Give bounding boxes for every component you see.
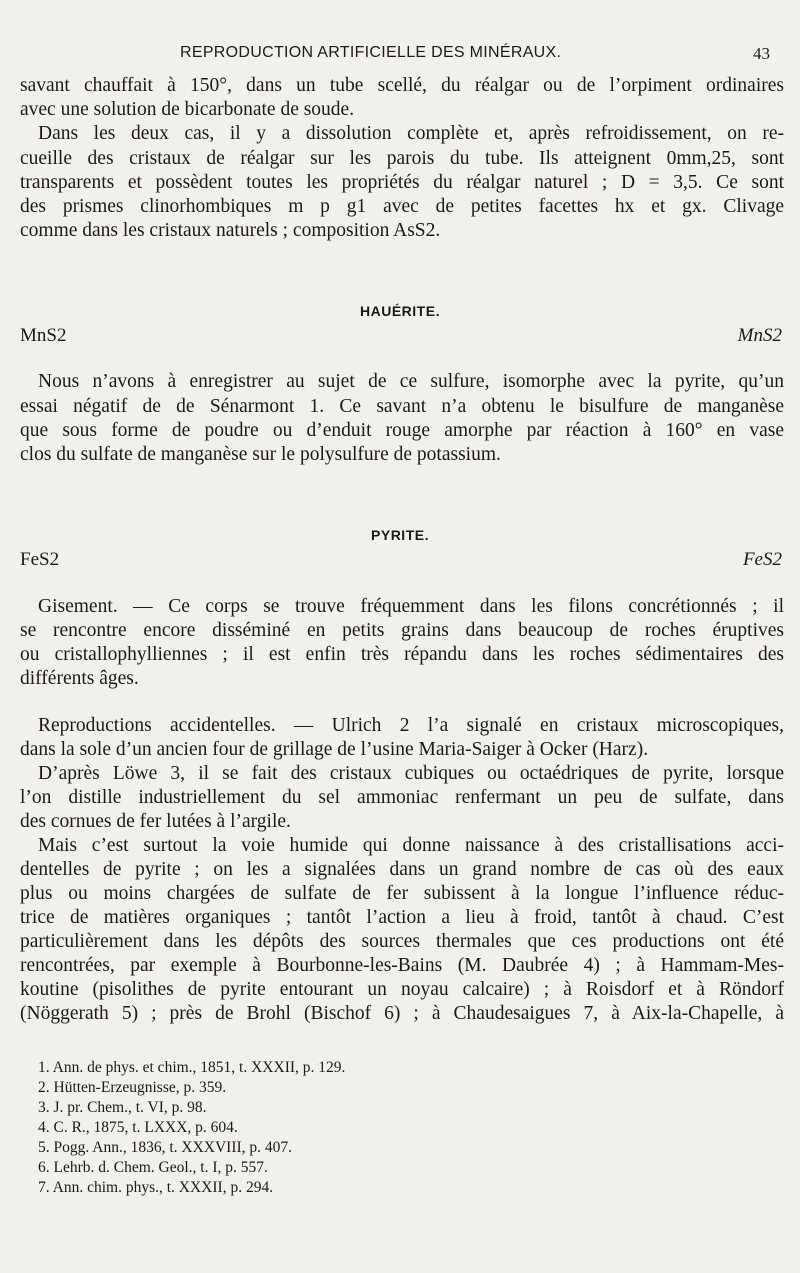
formula-right: FeS2	[742, 549, 782, 570]
paragraph-line: que sous forme de poudre ou d’enduit rouge amorphe par réaction à 160° en vase	[20, 420, 784, 441]
page-number: 43	[753, 44, 770, 63]
paragraph-line: ou cristallophylliennes ; il est enfin très répandu dans les roches sédimentaires des	[20, 644, 784, 665]
paragraph-line: essai négatif de de Sénarmont 1. Ce savant n’a obtenu le bisulfure de manganèse	[20, 396, 784, 417]
paragraph-line: clos du sulfate de manganèse sur le polysulfure de potassium.	[20, 444, 501, 465]
paragraph-line: trice de matières organiques ; tantôt l’action a lieu à froid, tantôt à chaud. C’est	[20, 907, 784, 928]
footnote: 1. Ann. de phys. et chim., 1851, t. XXXII, p. 129.	[38, 1059, 346, 1076]
paragraph-line: dans la sole d’un ancien four de grillage de l’usine Maria-Saiger à Ocker (Harz).	[20, 739, 649, 760]
paragraph-line: des cornues de fer lutées à l’argile.	[20, 811, 291, 832]
paragraph-line: koutine (pisolithes de pyrite entourant un noyau calcaire) ; à Roisdorf et à Röndorf	[20, 979, 784, 1000]
paragraph-line: avec une solution de bicarbonate de soude.	[20, 99, 355, 120]
paragraph-line: cueille des cristaux de réalgar sur les parois du tube. Ils atteignent 0mm,25, sont	[20, 148, 784, 169]
paragraph-line: particulièrement dans les dépôts des sources thermales que ces productions ont été	[20, 931, 784, 952]
paragraph-line: Nous n’avons à enregistrer au sujet de ce sulfure, isomorphe avec la pyrite, qu’un	[38, 371, 784, 392]
paragraph-line: D’après Löwe 3, il se fait des cristaux cubiques ou octaédriques de pyrite, lorsque	[38, 763, 784, 784]
paragraph-line: savant chauffait à 150°, dans un tube scellé, du réalgar ou de l’orpiment ordinaires	[20, 75, 784, 96]
formula-left: FeS2	[20, 549, 60, 570]
section-heading-hauerite: HAUÉRITE.	[360, 303, 440, 319]
paragraph-line: des prismes clinorhombiques m p g1 avec de petites facettes hx et gx. Clivage	[20, 196, 784, 217]
section-heading-pyrite: PYRITE.	[371, 527, 429, 543]
paragraph-line: Mais c’est surtout la voie humide qui donne naissance à des cristallisations acci-	[38, 835, 784, 856]
running-title: REPRODUCTION ARTIFICIELLE DES MINÉRAUX.	[180, 44, 562, 61]
paragraph-line: comme dans les cristaux naturels ; composition AsS2.	[20, 220, 441, 241]
paragraph-line: se rencontre encore disséminé en petits grains dans beaucoup de roches éruptives	[20, 620, 784, 641]
paragraph-line: différents âges.	[20, 668, 139, 689]
formula-right: MnS2	[737, 325, 782, 346]
paragraph-line: Reproductions accidentelles. — Ulrich 2 l’a signalé en cristaux microscopiques,	[38, 715, 784, 736]
formula-left: MnS2	[20, 325, 67, 346]
paragraph-line: (Nöggerath 5) ; près de Brohl (Bischof 6) ; à Chaudesaigues 7, à Aix-la-Chapelle, à	[20, 1003, 784, 1024]
paragraph-line: l’on distille industriellement du sel ammoniac renfermant un peu de sulfate, dans	[20, 787, 784, 808]
footnote: 4. C. R., 1875, t. LXXX, p. 604.	[38, 1119, 238, 1136]
paragraph-line: dentelles de pyrite ; on les a signalées dans un grand nombre de cas où des eaux	[20, 859, 784, 880]
footnote: 2. Hütten-Erzeugnisse, p. 359.	[38, 1079, 227, 1096]
footnote: 6. Lehrb. d. Chem. Geol., t. I, p. 557.	[38, 1159, 268, 1176]
paragraph-line: Dans les deux cas, il y a dissolution complète et, après refroidissement, on re-	[38, 123, 784, 144]
paragraph-line: Gisement. — Ce corps se trouve fréquemment dans les filons concrétionnés ; il	[38, 596, 784, 617]
running-header	[0, 44, 800, 68]
paragraph-line: plus ou moins chargées de sulfate de fer subissent à la longue l’influence réduc-	[20, 883, 784, 904]
paragraph-line: rencontrées, par exemple à Bourbonne-les-Bains (M. Daubrée 4) ; à Hammam-Mes-	[20, 955, 784, 976]
footnote: 3. J. pr. Chem., t. VI, p. 98.	[38, 1099, 207, 1116]
footnote: 5. Pogg. Ann., 1836, t. XXXVIII, p. 407.	[38, 1139, 293, 1156]
paragraph-line: transparents et possèdent toutes les propriétés du réalgar naturel ; D = 3,5. Ce sont	[20, 172, 784, 193]
footnote: 7. Ann. chim. phys., t. XXXII, p. 294.	[38, 1179, 274, 1196]
